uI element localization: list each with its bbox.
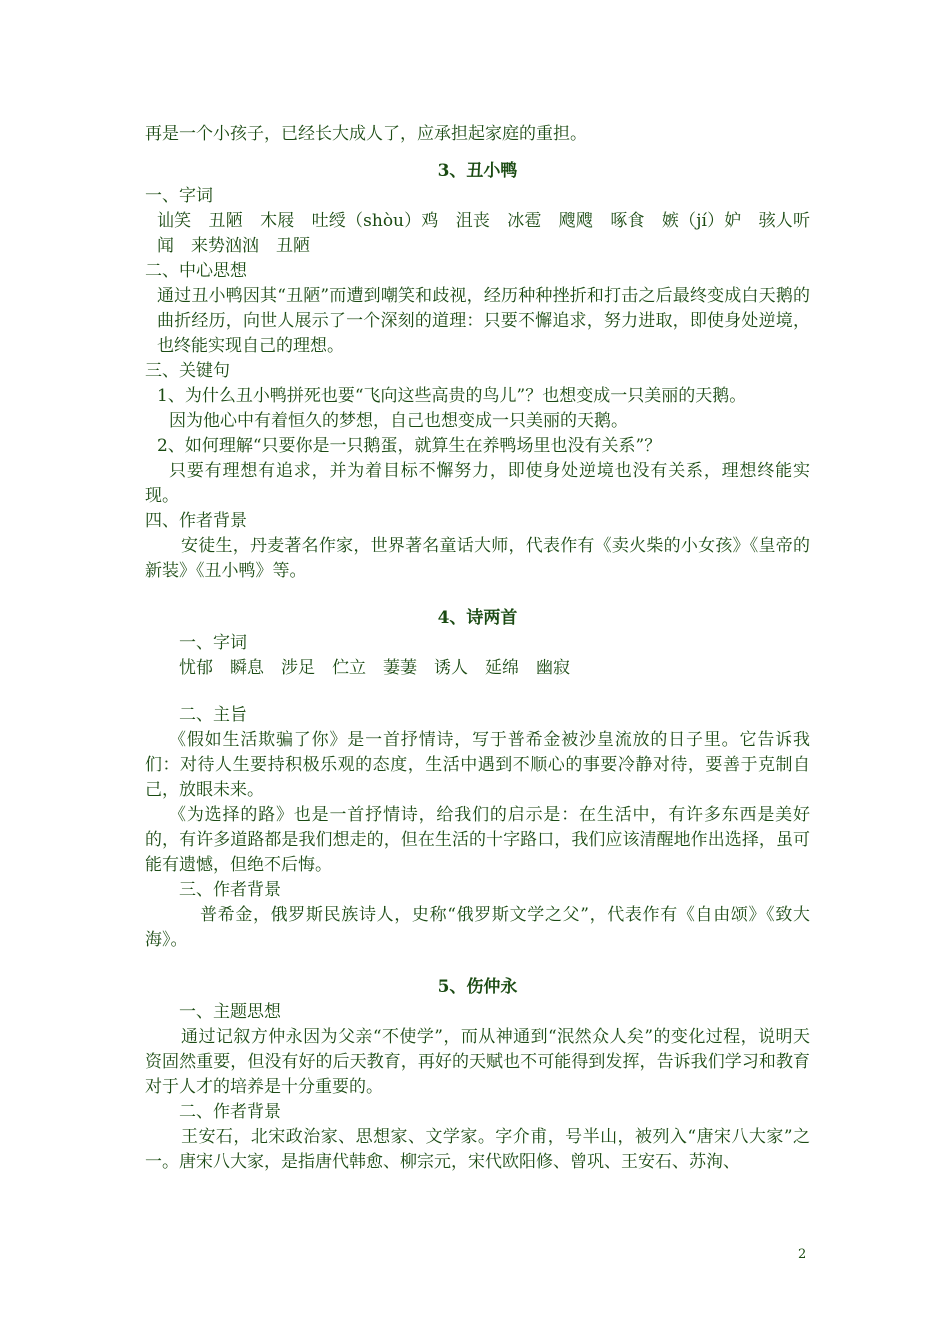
subheading: 二、作者背景 xyxy=(179,1102,281,1122)
page-body xyxy=(145,122,810,1175)
answer: 只要有理想有追求，并为着目标不懈努力，即使身处逆境也没有关系，理想终能实现。 xyxy=(145,461,810,506)
section-heading: 5、伤仲永 xyxy=(437,977,518,997)
subheading: 三、关键句 xyxy=(145,361,230,381)
subheading: 二、主旨 xyxy=(179,705,247,725)
paragraph: 通过丑小鸭因其“丑陋”而遭到嘲笑和歧视，经历种种挫折和打击之后最终变成白天鹅的曲折经历，向世人展示了一个深刻的道理：只要不懈追求，努力进取，即使身处逆境，也终能实现自己的理想。 xyxy=(157,286,810,356)
subheading: 一、主题思想 xyxy=(179,1002,281,1022)
question: 1、为什么丑小鸭拼死也要“飞向这些高贵的鸟儿”？也想变成一只美丽的天鹅。 xyxy=(157,386,747,406)
paragraph: 再是一个小孩子，已经长大成人了，应承担起家庭的重担。 xyxy=(145,124,587,144)
section-heading: 4、诗两首 xyxy=(437,608,518,628)
subheading: 一、字词 xyxy=(145,186,213,206)
vocabulary-list: 讪笑 丑陋 木屐 吐绶（shòu）鸡 沮丧 冰雹 飕飕 啄食 嫉（jí）妒 骇人听闻 来势汹汹 丑陋 xyxy=(157,211,810,256)
paragraph: 《为选择的路》也是一首抒情诗，给我们的启示是：在生活中，有许多东西是美好的，有许多道路都是我们想走的，但在生活的十字路口，我们应该清醒地作出选择，虽可能有遗憾，但绝不后悔。 xyxy=(145,805,810,875)
paragraph: 王安石，北宋政治家、思想家、文学家。字介甫，号半山，被列入“唐宋八大家”之一。唐宋八大家，是指唐代韩愈、柳宗元，宋代欧阳修、曾巩、王安石、苏洵、 xyxy=(145,1127,810,1172)
paragraph: 普希金，俄罗斯民族诗人，史称“俄罗斯文学之父”，代表作有《自由颂》《致大海》。 xyxy=(145,905,810,950)
paragraph: 通过记叙方仲永因为父亲“不使学”，而从神通到“泯然众人矣”的变化过程，说明天资固然重要，但没有好的后天教育，再好的天赋也不可能得到发挥，告诉我们学习和教育对于人才的培养是十分重要的。 xyxy=(145,1027,810,1097)
paragraph: 安徒生，丹麦著名作家，世界著名童话大师，代表作有《卖火柴的小女孩》《皇帝的新装》《丑小鸭》等。 xyxy=(145,536,810,581)
section-heading: 3、丑小鸭 xyxy=(437,161,518,181)
subheading: 三、作者背景 xyxy=(179,880,281,900)
question: 2、如何理解“只要你是一只鹅蛋，就算生在养鸭场里也没有关系”？ xyxy=(157,436,662,456)
subheading: 一、字词 xyxy=(179,633,247,653)
answer: 因为他心中有着恒久的梦想，自己也想变成一只美丽的天鹅。 xyxy=(169,411,628,431)
subheading: 二、中心思想 xyxy=(145,261,247,281)
subheading: 四、作者背景 xyxy=(145,511,247,531)
paragraph: 《假如生活欺骗了你》是一首抒情诗，写于普希金被沙皇流放的日子里。它告诉我们：对待人生要持积极乐观的态度，生活中遇到不顺心的事要冷静对待，要善于克制自己，放眼未来。 xyxy=(145,730,810,800)
page-number: 2 xyxy=(798,1247,807,1262)
vocabulary-list: 忧郁 瞬息 涉足 伫立 萋萋 诱人 延绵 幽寂 xyxy=(179,658,570,678)
